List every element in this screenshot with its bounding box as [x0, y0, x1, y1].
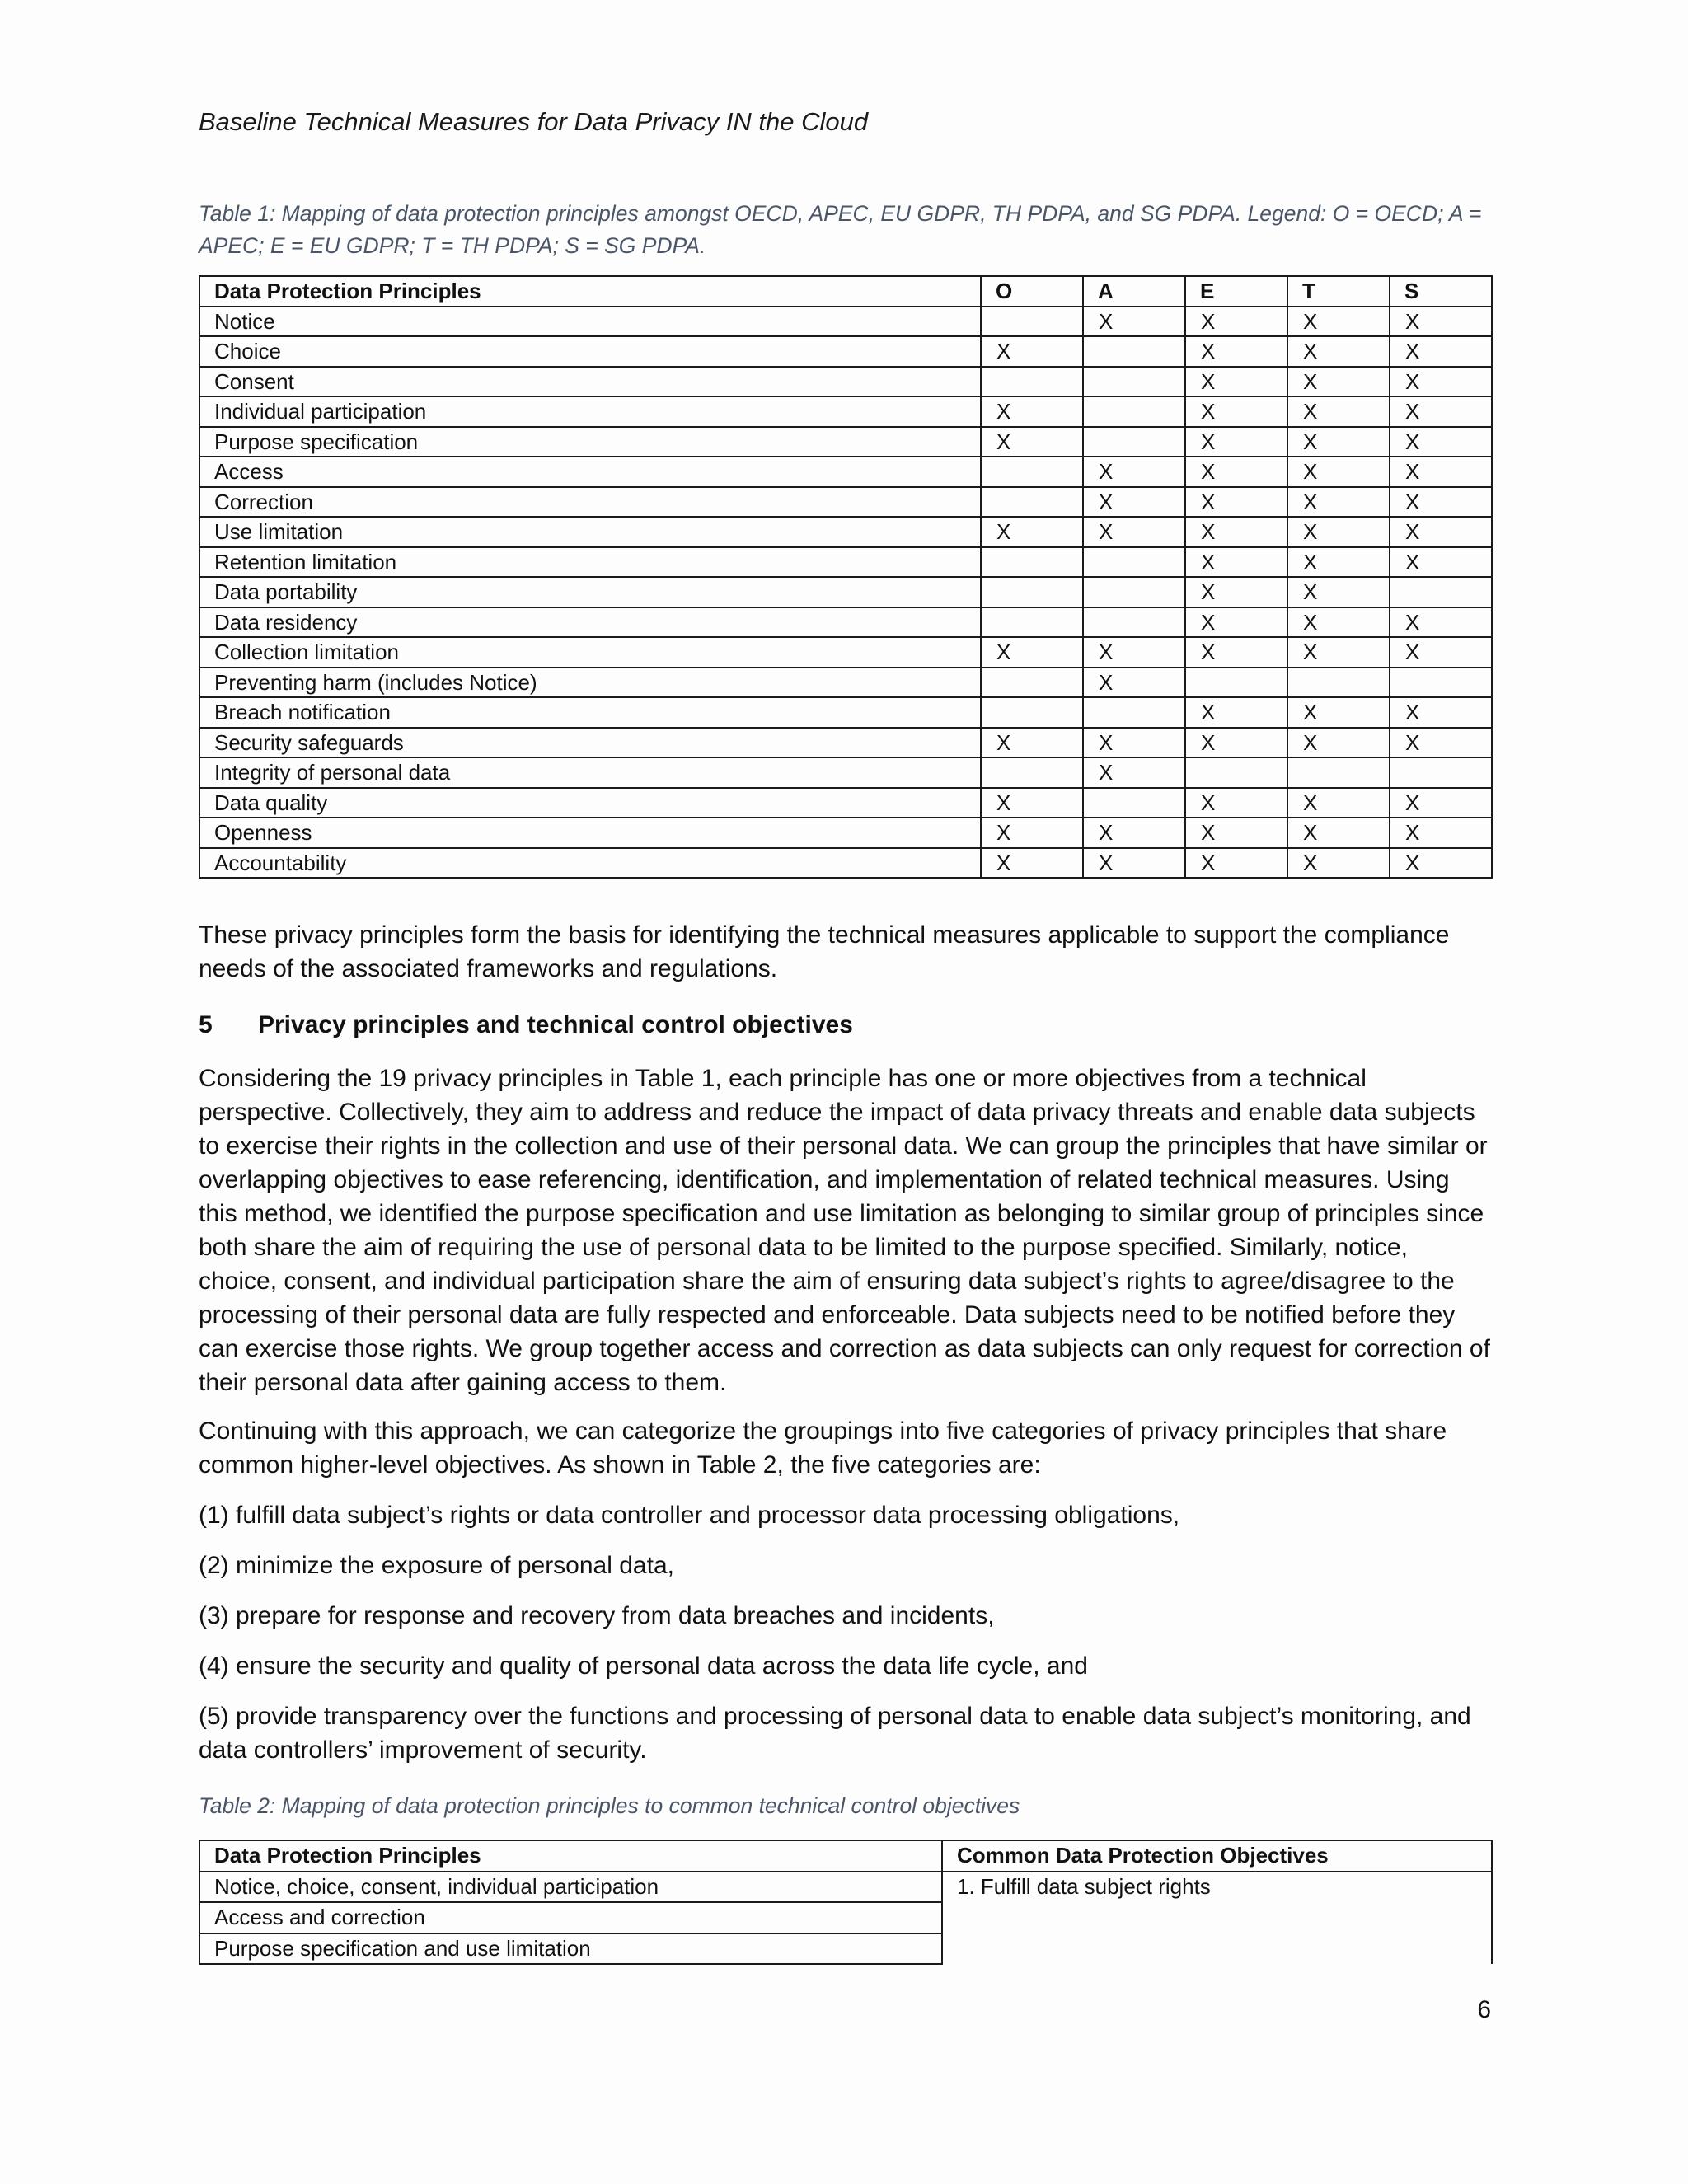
mark-cell [1287, 668, 1390, 698]
principle-cell: Retention limitation [199, 547, 981, 578]
table1-header-principle: Data Protection Principles [199, 276, 981, 307]
mark-cell [1185, 757, 1287, 788]
mark-cell [1185, 668, 1287, 698]
mark-cell: X [1185, 818, 1287, 848]
mark-cell: X [1287, 788, 1390, 818]
mark-cell [981, 607, 1083, 638]
mark-cell: X [1185, 848, 1287, 879]
principle-cell: Use limitation [199, 517, 981, 547]
table-row [199, 396, 1492, 427]
mark-cell: X [1390, 336, 1492, 367]
mark-cell [1083, 427, 1185, 457]
principle-cell: Data quality [199, 788, 981, 818]
principle-cell: Notice [199, 307, 981, 337]
mark-cell: X [1390, 517, 1492, 547]
mark-cell: X [1287, 577, 1390, 607]
mark-cell: X [1287, 728, 1390, 758]
mark-cell: X [1185, 547, 1287, 578]
principle-cell: Choice [199, 336, 981, 367]
mark-cell: X [1083, 757, 1185, 788]
mark-cell: X [1185, 517, 1287, 547]
mark-cell: X [1083, 487, 1185, 518]
mark-cell [1083, 396, 1185, 427]
mark-cell [981, 367, 1083, 397]
mark-cell: X [1287, 487, 1390, 518]
table2-principle-cell: Notice, choice, consent, individual participation [199, 1872, 942, 1903]
mark-cell: X [1287, 848, 1390, 879]
table2-principle-cell: Access and correction [199, 1902, 942, 1933]
running-header: Baseline Technical Measures for Data Privacy IN the Cloud [199, 107, 869, 136]
mark-cell [1390, 577, 1492, 607]
mark-cell: X [1185, 336, 1287, 367]
mark-cell: X [1287, 697, 1390, 728]
mark-cell: X [1287, 818, 1390, 848]
mark-cell [1083, 697, 1185, 728]
table-row [199, 788, 1492, 818]
principle-cell: Data residency [199, 607, 981, 638]
mark-cell: X [981, 517, 1083, 547]
table-row [199, 668, 1492, 698]
mark-cell: X [1287, 607, 1390, 638]
principle-cell: Integrity of personal data [199, 757, 981, 788]
mark-cell: X [1083, 307, 1185, 337]
page-number: 6 [1477, 1996, 1491, 2023]
paragraph-after-table1: These privacy principles form the basis for identifying the technical measures applicable to support the compliance needs of the associated frameworks and regulations. [199, 921, 1450, 982]
section-title: Privacy principles and technical control objectives [258, 1011, 853, 1038]
mark-cell: X [981, 818, 1083, 848]
mark-cell: X [1083, 637, 1185, 668]
mark-cell: X [1185, 697, 1287, 728]
mark-cell: X [1390, 487, 1492, 518]
mark-cell: X [1185, 607, 1287, 638]
mark-cell: X [1390, 367, 1492, 397]
principle-cell: Openness [199, 818, 981, 848]
mark-cell [981, 457, 1083, 487]
principle-cell: Purpose specification [199, 427, 981, 457]
table2-header-objectives: Common Data Protection Objectives [942, 1840, 1492, 1872]
principle-cell: Consent [199, 367, 981, 397]
table-row [199, 637, 1492, 668]
table-row [199, 818, 1492, 848]
mark-cell [1083, 336, 1185, 367]
table-row [199, 427, 1492, 457]
table1-body [199, 307, 1492, 879]
mark-cell: X [1390, 307, 1492, 337]
principle-cell: Breach notification [199, 697, 981, 728]
mark-cell: X [1390, 547, 1492, 578]
mark-cell [1083, 367, 1185, 397]
mark-cell [981, 757, 1083, 788]
table-row [199, 577, 1492, 607]
table-row [199, 728, 1492, 758]
mark-cell: X [1390, 396, 1492, 427]
mark-cell [981, 307, 1083, 337]
table1-header-sg-pdpa: S [1390, 276, 1492, 307]
mark-cell [981, 547, 1083, 578]
table2-caption: Table 2: Mapping of data protection principles to common technical control objectives [199, 1793, 1020, 1818]
table1-principles-mapping [199, 275, 1493, 879]
mark-cell: X [1083, 668, 1185, 698]
category-item-1: (1) fulfill data subject’s rights or data controller and processor data processing obligations, [199, 1502, 1180, 1529]
mark-cell: X [1287, 396, 1390, 427]
mark-cell: X [1287, 517, 1390, 547]
mark-cell: X [981, 788, 1083, 818]
table1-header-apec: A [1083, 276, 1185, 307]
mark-cell: X [1185, 367, 1287, 397]
principle-cell: Data portability [199, 577, 981, 607]
mark-cell: X [1390, 728, 1492, 758]
table2-header-principles: Data Protection Principles [199, 1840, 942, 1872]
table-row [199, 517, 1492, 547]
mark-cell [981, 668, 1083, 698]
principle-cell: Security safeguards [199, 728, 981, 758]
mark-cell [1083, 577, 1185, 607]
mark-cell: X [981, 396, 1083, 427]
mark-cell: X [1083, 728, 1185, 758]
mark-cell: X [1185, 307, 1287, 337]
mark-cell: X [1083, 818, 1185, 848]
principle-cell: Correction [199, 487, 981, 518]
mark-cell: X [1390, 818, 1492, 848]
mark-cell [1390, 757, 1492, 788]
table-row [199, 457, 1492, 487]
principle-cell: Collection limitation [199, 637, 981, 668]
table-row [199, 367, 1492, 397]
category-item-2: (2) minimize the exposure of personal data, [199, 1552, 674, 1579]
mark-cell: X [1390, 427, 1492, 457]
table-row [199, 848, 1492, 879]
section-number: 5 [199, 1011, 213, 1038]
mark-cell: X [1185, 396, 1287, 427]
mark-cell: X [1185, 637, 1287, 668]
table1-header-eu-gdpr: E [1185, 276, 1287, 307]
mark-cell: X [1185, 577, 1287, 607]
table1-header-th-pdpa: T [1287, 276, 1390, 307]
mark-cell: X [981, 848, 1083, 879]
table2-objectives-mapping [199, 1840, 1493, 1965]
mark-cell: X [981, 336, 1083, 367]
mark-cell: X [1185, 728, 1287, 758]
mark-cell [1287, 757, 1390, 788]
mark-cell: X [1083, 848, 1185, 879]
principle-cell: Accountability [199, 848, 981, 879]
mark-cell: X [1390, 697, 1492, 728]
category-item-5: (5) provide transparency over the functions and processing of personal data to enable data subject’s monitoring, and data controllers’ improvement of security. [199, 1703, 1471, 1764]
principle-cell: Individual participation [199, 396, 981, 427]
mark-cell: X [1287, 367, 1390, 397]
mark-cell: X [1287, 427, 1390, 457]
mark-cell: X [1287, 336, 1390, 367]
mark-cell [1390, 668, 1492, 698]
mark-cell: X [1185, 788, 1287, 818]
category-item-4: (4) ensure the security and quality of personal data across the data life cycle, and [199, 1652, 1088, 1680]
mark-cell: X [981, 728, 1083, 758]
table2-principle-cell: Purpose specification and use limitation [199, 1933, 942, 1965]
mark-cell: X [1185, 487, 1287, 518]
mark-cell: X [1185, 427, 1287, 457]
mark-cell: X [981, 637, 1083, 668]
table-row [199, 487, 1492, 518]
mark-cell [981, 487, 1083, 518]
section-paragraph-1: Considering the 19 privacy principles in Table 1, each principle has one or more objectives from a technical perspective. Collectively, they aim to address and reduce the impact of data privacy threats and enable data subjects to exercise their rights in the collection and use of their personal data. We can group the principles that have similar or overlapping objectives to ease referencing, identification, and implementation of related technical measures. Using this method, we identified the purpose specification and use limitation as belonging to similar group of principles since both share the aim of requiring the use of personal data to be limited to the purpose specified. Similarly, notice, choice, consent, and individual participation share the aim of ensuring data subject’s rights to agree/disagree to the processing of their personal data are fully respected and enforceable. Data subjects need to be notified before they can exercise those rights. We group together access and correction as data subjects can only request for correction of their personal data after gaining access to them. [199, 1065, 1490, 1396]
mark-cell [1083, 547, 1185, 578]
mark-cell: X [1287, 547, 1390, 578]
mark-cell: X [1390, 457, 1492, 487]
mark-cell: X [1083, 457, 1185, 487]
mark-cell [981, 577, 1083, 607]
table1-header-oecd: O [981, 276, 1083, 307]
mark-cell: X [1287, 307, 1390, 337]
mark-cell: X [1390, 607, 1492, 638]
table-row [199, 697, 1492, 728]
mark-cell [1083, 788, 1185, 818]
principle-cell: Access [199, 457, 981, 487]
table1-caption: Table 1: Mapping of data protection principles amongst OECD, APEC, EU GDPR, TH PDPA, and SG PDPA. Legend: O = OECD; A = APEC; E = EU GDPR; T = TH PDPA; S = SG PDPA. [199, 201, 1482, 258]
mark-cell: X [1287, 457, 1390, 487]
mark-cell: X [1185, 457, 1287, 487]
table-row [199, 607, 1492, 638]
table2-header-row [199, 1840, 1492, 1872]
table1-header-row [199, 276, 1492, 307]
table-row [199, 547, 1492, 578]
section-paragraph-2: Continuing with this approach, we can categorize the groupings into five categories of privacy principles that share common higher-level objectives. As shown in Table 2, the five categories are: [199, 1418, 1447, 1479]
mark-cell: X [1083, 517, 1185, 547]
principle-cell: Preventing harm (includes Notice) [199, 668, 981, 698]
section-heading [199, 1011, 853, 1039]
mark-cell [981, 697, 1083, 728]
mark-cell: X [981, 427, 1083, 457]
table-row [199, 307, 1492, 337]
mark-cell: X [1390, 788, 1492, 818]
table-row [199, 757, 1492, 788]
table2-objective-cell: 1. Fulfill data subject rights [942, 1872, 1492, 1965]
table-row [199, 336, 1492, 367]
mark-cell: X [1390, 637, 1492, 668]
mark-cell: X [1287, 637, 1390, 668]
mark-cell [1083, 607, 1185, 638]
category-item-3: (3) prepare for response and recovery from data breaches and incidents, [199, 1602, 995, 1629]
mark-cell: X [1390, 848, 1492, 879]
table-row [199, 1872, 1492, 1903]
